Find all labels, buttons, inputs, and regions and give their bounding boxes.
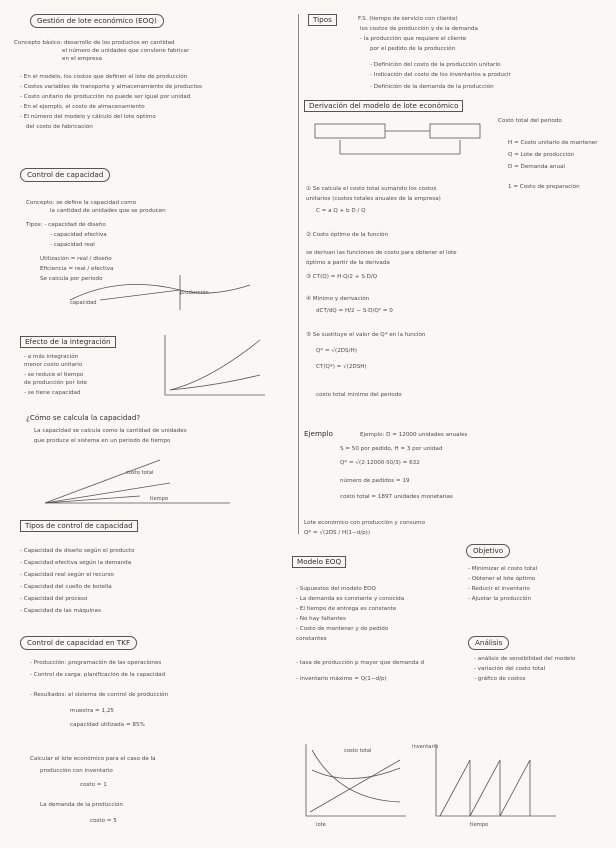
note-line: menor costo unitario <box>24 362 83 368</box>
note-line: - gráfico de costos <box>474 676 526 682</box>
chart-axis-label: lote <box>316 822 326 828</box>
note-line: 1 = Costo de preparación <box>508 184 580 190</box>
capacity-diagram <box>60 270 260 320</box>
note-line: - Definición de la demanda de la producción <box>370 84 494 90</box>
note-line: de producción por lote <box>24 380 88 386</box>
note-line: - Ajustar la producción <box>468 596 532 602</box>
note-line: costo total = 1897 unidades monetarias <box>340 494 453 500</box>
chart-label: tiempo <box>150 496 169 502</box>
note-line: Utilización = real / diseño <box>40 256 112 262</box>
note-line: H = Costo unitario de mantener <box>508 140 598 146</box>
note-line: - tasa de producción p mayor que demanda d <box>296 660 425 666</box>
note-line: número de pedidos = 19 <box>340 478 410 484</box>
integration-chart <box>160 330 270 400</box>
note-line: los costos de producción y de la demanda <box>360 26 478 32</box>
note-line: - la producción que requiere el cliente <box>360 36 467 42</box>
note-line: - No hay faltantes <box>296 616 346 622</box>
note-line: Q* = √(2DS/H) <box>316 348 357 354</box>
note-line: - Costos variables de transporte y almacenamiento de productos <box>20 84 202 90</box>
note-line: Calcular el lote económico para el caso de la <box>30 756 156 762</box>
note-line: ③ CT(Q) = H·Q/2 + S·D/Q <box>306 274 378 280</box>
note-line: del costo de fabricación <box>26 124 93 130</box>
note-line: - El número del modelo y cálculo del lote óptimo <box>20 114 156 120</box>
note-line: constantes <box>296 636 327 642</box>
note-line: Se calcula por periodo <box>40 276 103 282</box>
note-line: producción con inventario <box>40 768 113 774</box>
note-line: - La demanda es constante y conocida <box>296 596 405 602</box>
note-line: dCT/dQ = H/2 − S·D/Q² = 0 <box>316 308 393 314</box>
section-title-efecto: Efecto de la integración <box>20 336 116 348</box>
section-title-tipos: Tipos <box>308 14 337 26</box>
note-line: Concepto: se define la capacidad como <box>26 200 137 206</box>
note-line: - El tiempo de entrega es constante <box>296 606 397 612</box>
section-title-tipos-calidad: Tipos de control de capacidad <box>20 520 138 532</box>
note-line: óptimo a partir de la derivada <box>306 260 390 266</box>
note-line: costo = 5 <box>90 818 117 824</box>
note-line: - inventario máximo = Q(1−d/p) <box>296 676 387 682</box>
note-line: Q* = √(2DS / H(1−d/p)) <box>304 530 371 536</box>
note-line: Eficiencia = real / efectiva <box>40 266 114 272</box>
note-line: ④ Mínimo y derivación <box>306 296 370 302</box>
chart-label: costo total <box>344 748 372 754</box>
note-line: se derivan las funciones de costo para obtener el lote <box>306 250 457 256</box>
section-title-lote: Gestión de lote económico (EOQ) <box>30 14 164 28</box>
chart-axis-label: inventario <box>412 744 439 750</box>
note-line: Costo total del periodo <box>498 118 562 124</box>
note-line: - Definición del costo de la producción unitario <box>370 62 501 68</box>
note-line: - Producción: programación de las operaciones <box>30 660 162 666</box>
capacity-chart <box>40 448 240 508</box>
note-line: - se tiene capacidad <box>24 390 81 396</box>
note-line: - Costo unitario de producción no puede ser igual por unidad <box>20 94 191 100</box>
note-line: Q = Lote de producción <box>508 152 575 158</box>
note-line: - Capacidad de las máquinas <box>20 608 101 614</box>
note-line: Lote económico con producción y consumo <box>304 520 426 526</box>
note-line: - En el modelo, los costos que definen el lote de producción <box>20 74 188 80</box>
note-line: - a más integración <box>24 354 79 360</box>
column-divider <box>298 14 299 534</box>
note-line: - variación del costo total <box>474 666 546 672</box>
section-title-ejemplo: Ejemplo <box>304 429 333 438</box>
note-line: capacidad utilizada = 85% <box>70 722 145 728</box>
note-line: Tipos: - capacidad de diseño <box>26 222 106 228</box>
note-line: - Indicación del costo de los inventarios a producir <box>370 72 511 78</box>
note-line: - Reducir el inventario <box>468 586 530 592</box>
note-line: Concepto básico: desarrollo de los productos en cantidad <box>14 40 175 46</box>
section-title-como: ¿Cómo se calcula la capacidad? <box>26 413 141 422</box>
section-title-modelo: Derivación del modelo de lote económico <box>304 100 463 112</box>
section-title-calidad-tkf: Control de capacidad en TKF <box>20 636 137 650</box>
note-line: - Capacidad de diseño según el producto <box>20 548 135 554</box>
note-line: - Capacidad del cuello de botella <box>20 584 112 590</box>
section-title-analisis: Análisis <box>468 636 509 650</box>
note-line: F.S. (tiempo de servicio con cliente) <box>358 16 458 22</box>
note-line: costo = 1 <box>80 782 107 788</box>
note-line: D = Demanda anual <box>508 164 565 170</box>
note-line: - Capacidad efectiva según la demanda <box>20 560 132 566</box>
note-line: - En el ejemplo, el costo de almacenamiento <box>20 104 145 110</box>
section-title-objetivo: Objetivo <box>466 544 510 558</box>
note-line: en el empresa <box>62 56 102 62</box>
note-line: Q* = √(2·12000·50/3) = 632 <box>340 460 420 466</box>
note-line: - se reduce el tiempo <box>24 372 84 378</box>
note-line: muestra = 1,25 <box>70 708 114 714</box>
section-title-capacidad: Control de capacidad <box>20 168 110 182</box>
diagram-label: producción <box>180 290 209 296</box>
note-line: - capacidad real <box>50 242 95 248</box>
section-title-modelo-eoq: Modelo EOQ <box>292 556 346 568</box>
note-line: - Supuestos del modelo EOQ <box>296 586 376 592</box>
chart-label: costo total <box>126 470 154 476</box>
note-line: ② Costo óptimo de la función <box>306 232 388 238</box>
note-line: unitarios (costos totales anuales de la empresa) <box>306 196 441 202</box>
note-line: - análisis de sensibilidad del modelo <box>474 656 576 662</box>
note-line: - capacidad efectiva <box>50 232 107 238</box>
note-line: - Capacidad del proceso <box>20 596 88 602</box>
note-line: - Costo de mantener y de pedido <box>296 626 389 632</box>
note-line: el número de unidades que conviene fabricar <box>62 48 190 54</box>
note-line: La demanda de la producción <box>40 802 123 808</box>
note-line: - Resultados: el sistema de control de producción <box>30 692 169 698</box>
note-line: ⑤ Se sustituye el valor de Q* en la función <box>306 332 426 338</box>
chart-axis-label: tiempo <box>470 822 489 828</box>
note-line: C = a Q + b D / Q <box>316 208 366 214</box>
note-line: Ejemplo: D = 12000 unidades anuales <box>360 432 468 438</box>
note-line: - Minimizar el costo total <box>468 566 538 572</box>
note-line: - Control de carga: planificación de la capacidad <box>30 672 166 678</box>
note-line: - Obtener el lote óptimo <box>468 576 536 582</box>
inventory-chart <box>430 740 560 820</box>
note-line: por el pedido de la producción <box>370 46 456 52</box>
note-line: La capacidad se calcula como la cantidad de unidades <box>34 428 187 434</box>
note-line: S = 50 por pedido, H = 3 por unidad <box>340 446 443 452</box>
note-line: costo total mínimo del periodo <box>316 392 402 398</box>
diagram-label: capacidad <box>70 300 97 306</box>
note-line: la cantidad de unidades que se producen <box>50 208 166 214</box>
model-diagram <box>310 118 490 158</box>
note-line: - Capacidad real según el recurso <box>20 572 114 578</box>
note-line: que produce el sistema en un periodo de tiempo <box>34 438 171 444</box>
note-line: CT(Q*) = √(2DSH) <box>316 364 367 370</box>
note-line: ① Se calcula el costo total sumando los costos <box>306 186 437 192</box>
